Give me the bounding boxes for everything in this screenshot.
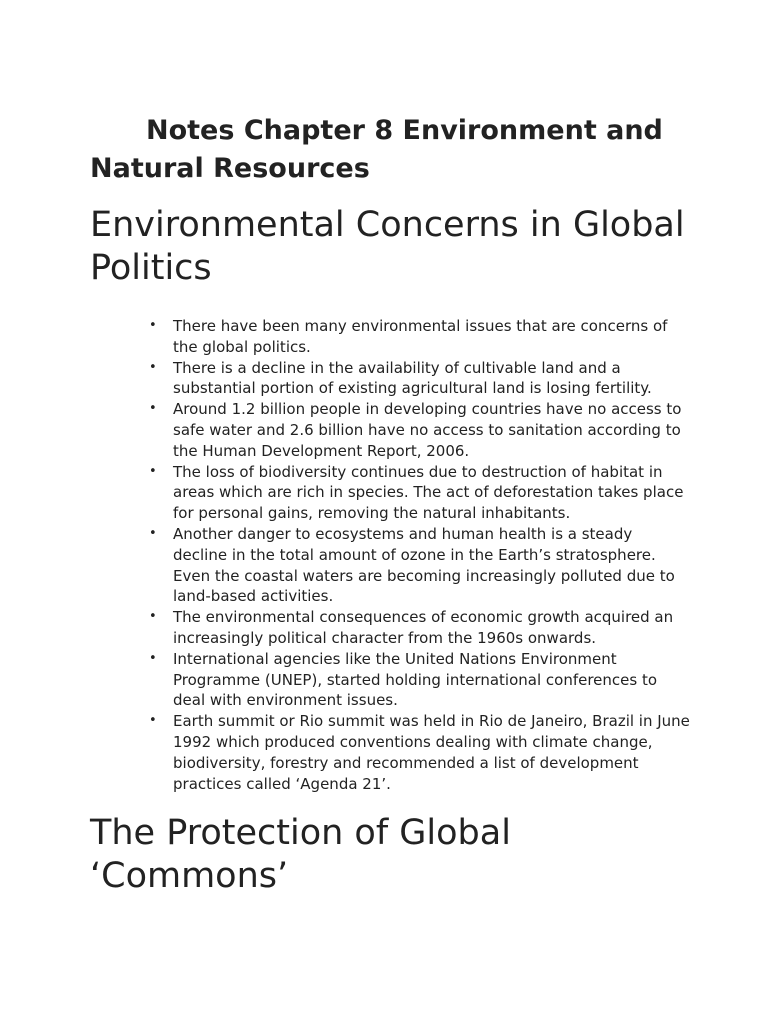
list-item	[149, 358, 690, 400]
document-title: Notes Chapter 8 Environment and Natural Resources	[90, 115, 663, 184]
list-item-text: The environmental consequences of economic growth acquired an increasingly political character from the 1960s onwards.	[173, 608, 674, 647]
bullet-icon: •	[149, 609, 157, 625]
list-item-text: Around 1.2 billion people in developing countries have no access to safe water and 2.6 billion have no access to sanitation according to the Human Development Report, 2006.	[173, 400, 682, 460]
list-item	[149, 607, 690, 649]
list-item	[149, 524, 690, 607]
list-item-text: There is a decline in the availability of cultivable land and a substantial portion of existing agricultural land is losing fertility.	[173, 358, 652, 398]
bullet-icon: •	[149, 525, 157, 541]
bullet-icon: •	[149, 650, 157, 666]
bullet-icon: •	[149, 318, 157, 333]
list-item-text: Another danger to ecosystems and human health is a steady decline in the total amount of ozone in the Earth’s stratosphere. Even the coastal waters are becoming increasingly polluted due to land-based activities.	[173, 524, 675, 606]
section-heading-global-commons: The Protection of Global ‘Commons’	[90, 813, 511, 897]
bullet-icon: •	[149, 463, 157, 479]
list-item-text: International agencies like the United Nations Environment Programme (UNEP), started holding international conferences to deal with environment issues.	[173, 649, 658, 710]
list-item-text: Earth summit or Rio summit was held in Rio de Janeiro, Brazil in June 1992 which produced conventions dealing with climate change, biodiversity, forestry and recommended a list of development practices called ‘Agenda 21’.	[173, 712, 690, 793]
list-item	[149, 711, 690, 794]
document-page	[90, 112, 690, 898]
list-item	[149, 316, 690, 358]
list-item	[149, 462, 690, 524]
bullet-icon: •	[149, 401, 157, 417]
bullet-list	[90, 316, 690, 794]
section-heading-environmental-concerns: Environmental Concerns in Global Politics	[90, 205, 685, 288]
list-item	[149, 649, 690, 711]
list-item-text: The loss of biodiversity continues due to destruction of habitat in areas which are rich in species. The act of deforestation takes place for personal gains, removing the natural inhabitants.	[173, 462, 684, 523]
bullet-icon: •	[149, 713, 157, 729]
bullet-icon: •	[149, 359, 157, 375]
list-item-text: There have been many environmental issues that are concerns of the global politics.	[173, 317, 668, 356]
list-item	[149, 399, 690, 461]
